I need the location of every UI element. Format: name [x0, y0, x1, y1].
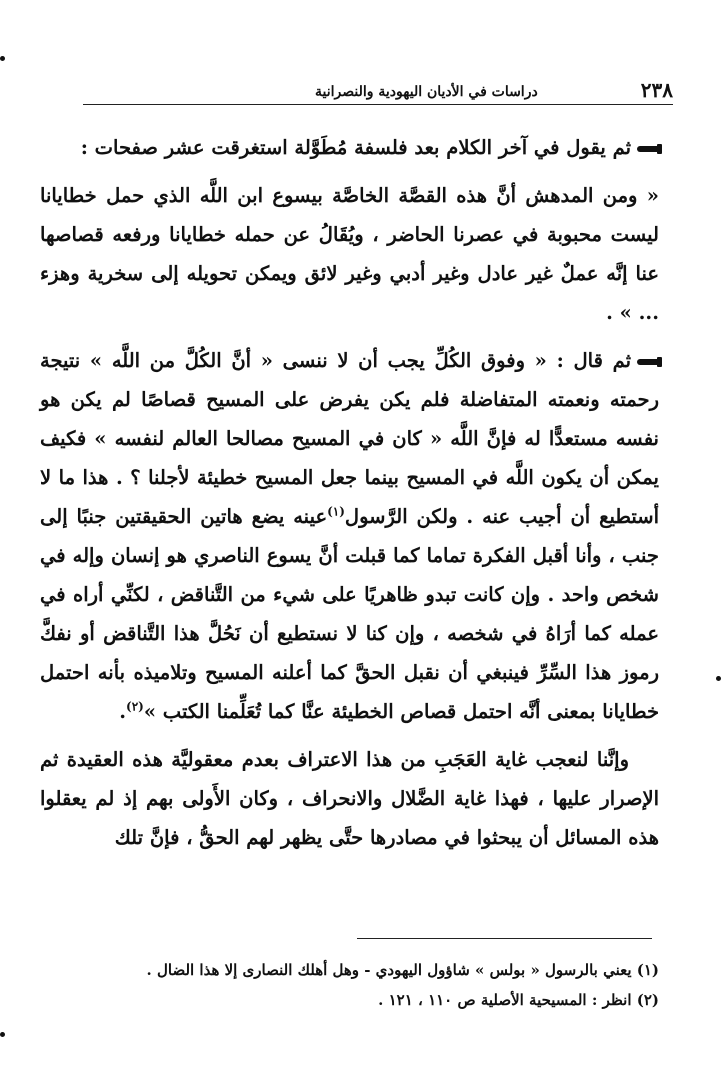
paragraph-4: وإنَّنا لنعجب غاية العَجَبِ من هذا الاعتراف بعدم معقوليَّة هذه العقيدة ثم الإصرار عليها ، فهذا غاية الضَّلال والانحراف ، وكان الأَولى بهم إذ لم يعقلوا هذه المسائل أن يبحثوا في مصادرها حتَّى يظهر لهم الحقُّ ، فإنَّ تلك: [40, 748, 659, 849]
footnote-2: (٢) انظر : المسيحية الأصلية ص ١١٠ ، ١٢١ .: [378, 991, 659, 1009]
footnote-ref-2: (٢): [126, 699, 144, 714]
footnotes: [40, 955, 659, 1015]
footnote-ref-1: (١): [327, 504, 345, 519]
paragraph-marker-icon: [637, 146, 659, 152]
scan-edge-dot: [0, 56, 5, 61]
paragraph-1: ثم يقول في آخر الكلام بعد فلسفة مُطَوَّلة استغرقت عشر صفحات :: [40, 128, 659, 167]
page-number: ٢٣٨: [640, 78, 673, 102]
footnote-1: (١) يعني بالرسول « بولس » شاؤول اليهودي - وهل أهلك النصارى إلا هذا الضال .: [146, 961, 659, 979]
paragraph-marker-icon: [637, 359, 659, 365]
scan-edge-dot: [0, 1032, 5, 1037]
running-title: دراسات في الأديان اليهودية والنصرانية: [315, 84, 538, 100]
footnote-divider: [357, 938, 652, 939]
paragraph-2-quote: « ومن المدهش أنَّ هذه القصَّة الخاصَّة بيسوع ابن اللَّه الذي حمل خطايانا ليست محبوبة في عصرنا الحاضر ، ويُقَالُ عن حمله خطايانا ورفعه قصاصها عنا إنَّه عملٌ غير عادل وغير أدبي وغير لائق ويمكن تحويله إلى سخرية وهزء ... » .: [40, 184, 659, 324]
scan-edge-dot: [716, 676, 721, 681]
paragraph-3: ثم قال : « وفوق الكُلِّ يجب أن لا ننسى « أنَّ الكُلَّ من اللَّه » نتيجة رحمته ونعمته المتفاضلة فلم يكن يفرض على المسيح قصاصًا لم يكن هو نفسه مستعدًّا له فإنَّ اللَّه « كان في المسيح مصالحا العالم لنفسه » فكيف يمكن أن يكون اللَّه في المسيح بينما جعل المسيح خطيئة لأجلنا ؟ . هذا ما لا أستطيع أن أجيب عنه . ولكن الرَّسول$^{(١)}$عينه يضع هاتين الحقيقتين جنبًا إلى جنب ، وأنا أقبل الفكرة تماما كما قبلت أنَّ يسوع الناصري هو إنسان وإله في شخص واحد . وإن كانت تبدو ظاهريًا على شيء من التَّناقض ، لكنِّي أراه في عمله كما أرَاهُ في شخصه ، وإن كنا لا نستطيع أن نَحُلَّ هذا التَّناقض أو نفكَّ رموز هذا السِّرِّ فينبغي أن نقبل الحقَّ كما أعلنه المسيح وتلاميذه بأنه احتمل خطايانا بمعنى أنَّه احتمل قصاص الخطيئة عنَّا كما تُعَلِّمنا الكتب »$^{(٢)}$.: [40, 349, 659, 723]
main-text: [40, 128, 659, 866]
page-header: [83, 78, 673, 105]
